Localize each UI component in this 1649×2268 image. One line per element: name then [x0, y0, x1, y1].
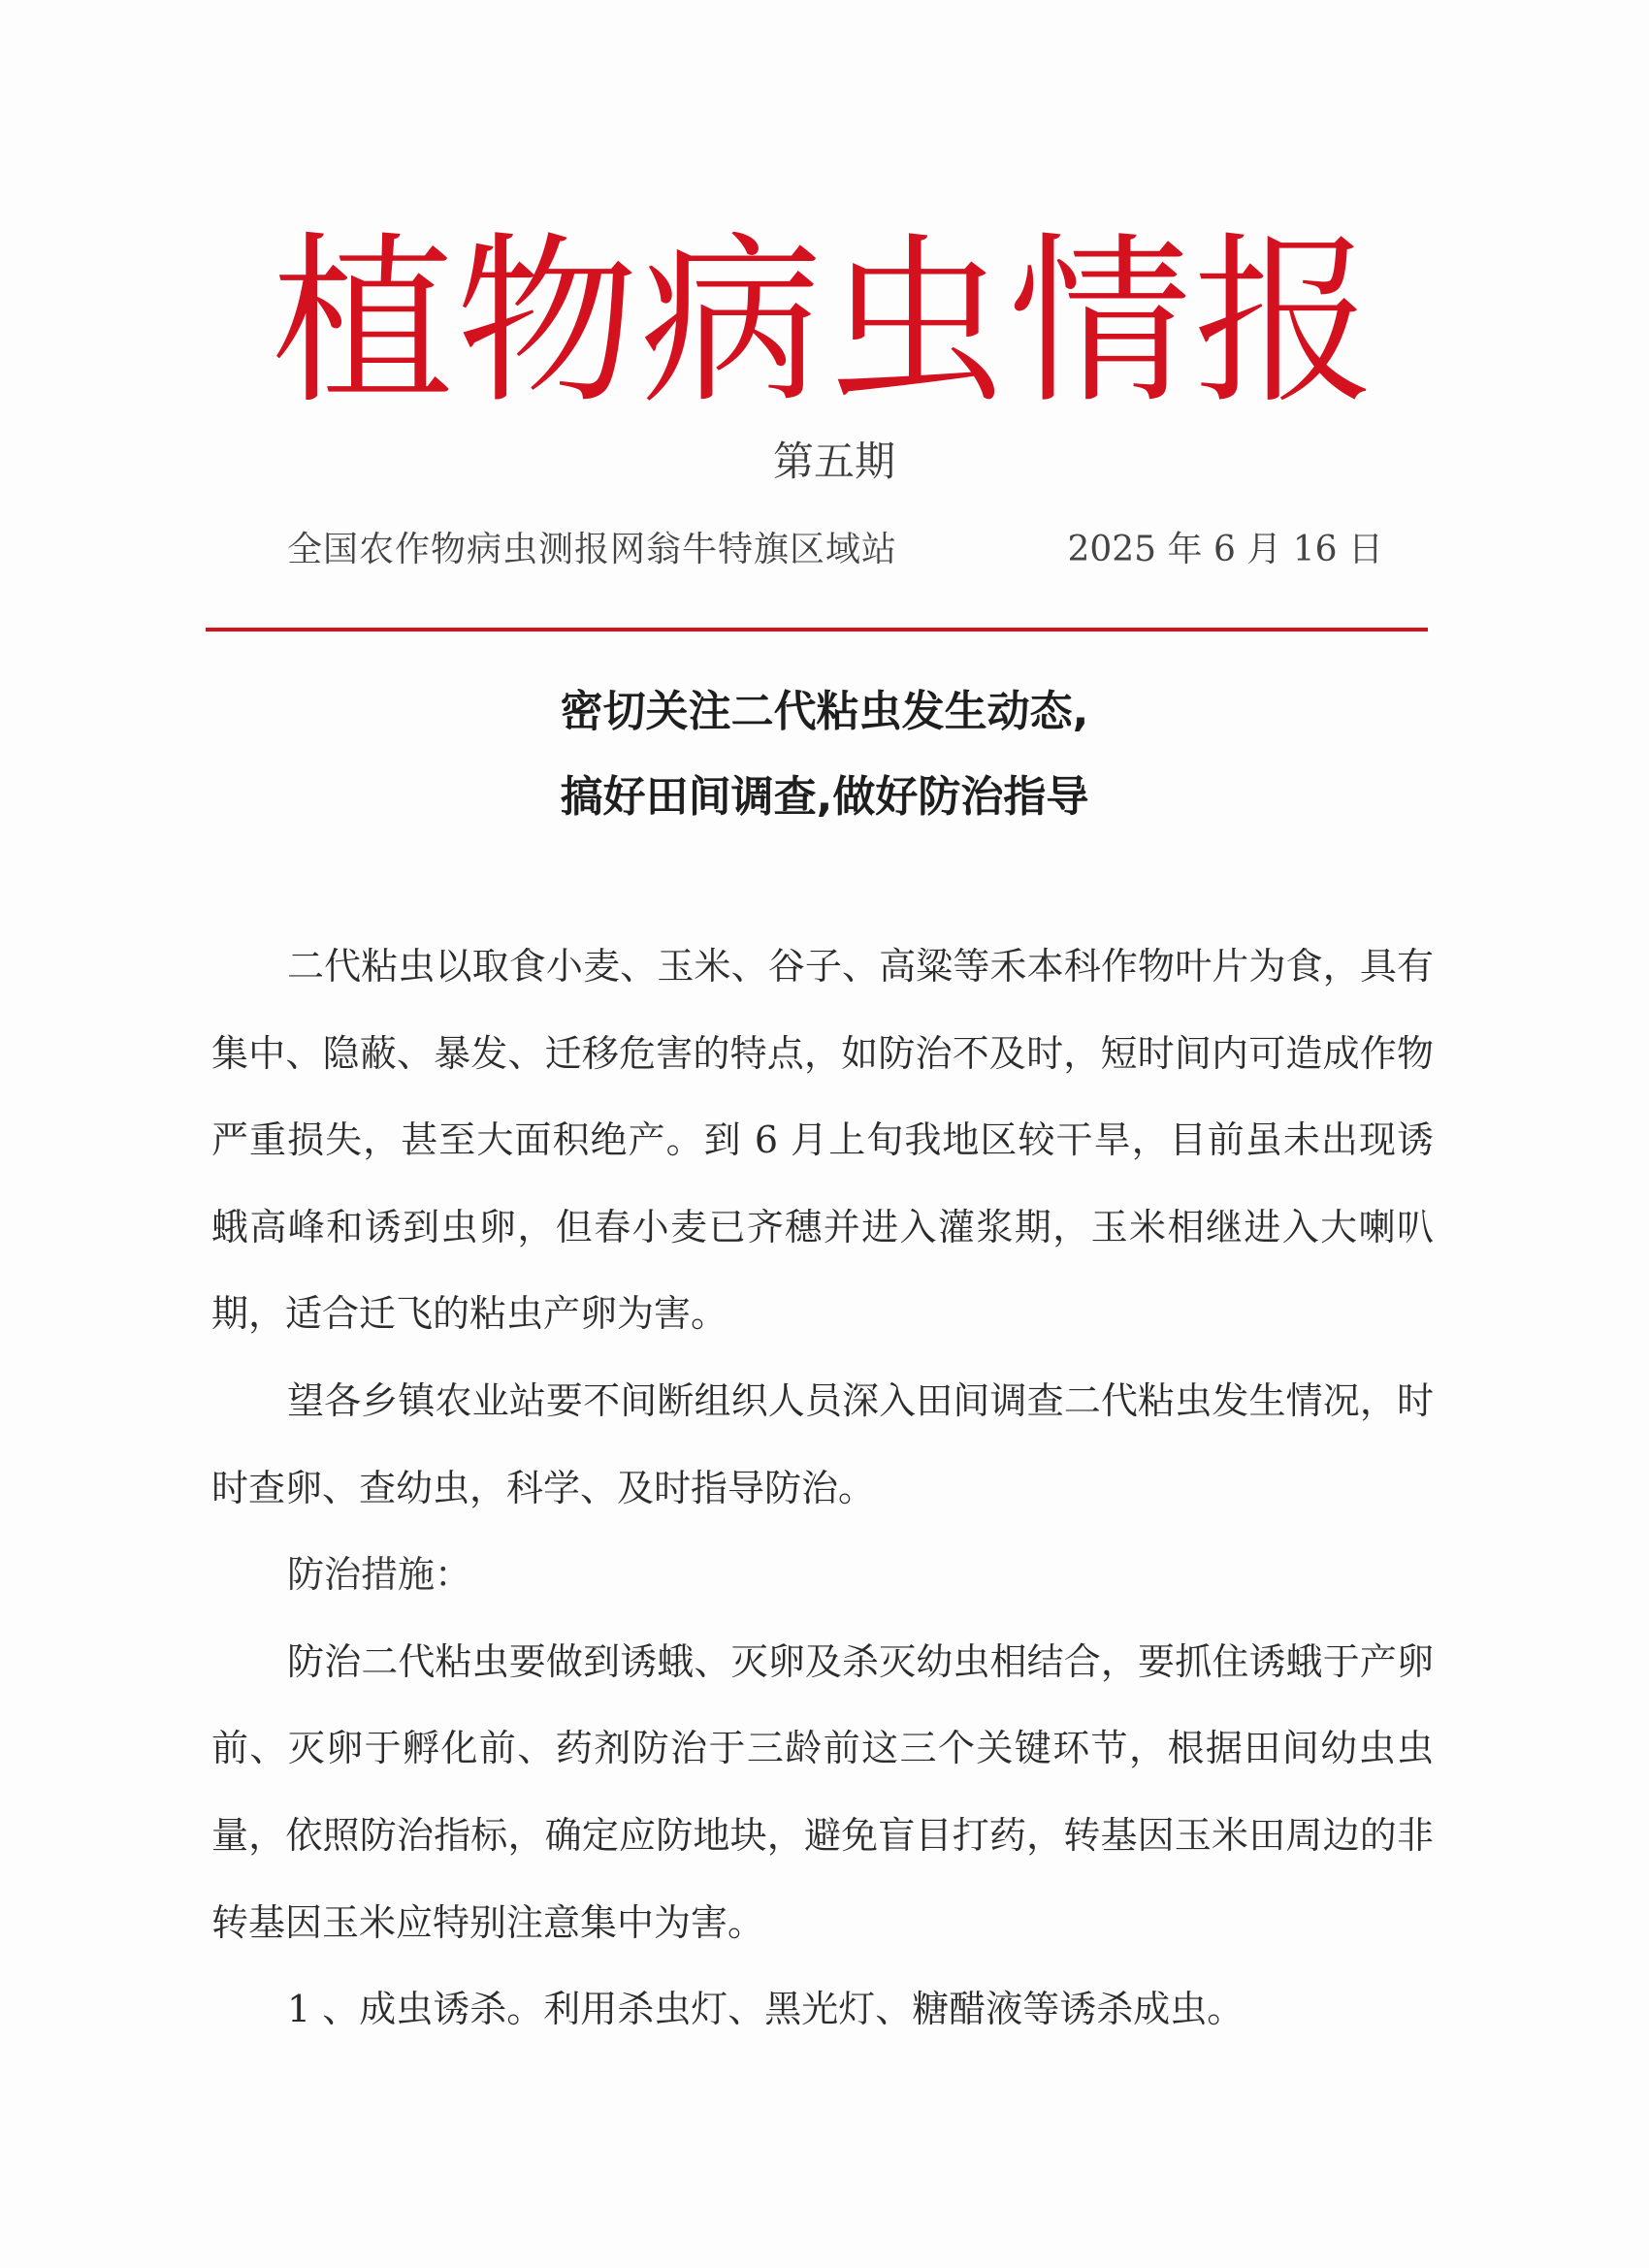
body-paragraph: 二代粘虫以取食小麦、玉米、谷子、高粱等禾本科作物叶片为食，具有集中、隐蔽、暴发、迁移危害的特点，如防治不及时，短时间内可造成作物严重损失，甚至大面积绝产。到 6 月上旬我地区较干旱，目前虽未出现诱蛾高峰和诱到虫卵，但春小麦已齐穗并进入灌浆期，玉米相继进入大喇叭期，适合迁飞的粘虫产卵为害。: [211, 945, 1434, 1336]
body-paragraph: 望各乡镇农业站要不间断组织人员深入田间调查二代粘虫发生情况，时时查卵、查幼虫，科学、及时指导防治。: [211, 1378, 1434, 1509]
measures-heading: 防治措施：: [287, 1553, 472, 1597]
article-headline-line-1: 密切关注二代粘虫发生动态,: [560, 687, 1089, 736]
article-body: [211, 923, 1434, 2054]
masthead-title: 植物病虫情报: [272, 216, 1377, 429]
article-headline-line-2: 搞好田间调查,做好防治指导: [560, 772, 1089, 822]
issuer-line: [287, 526, 1383, 574]
issuing-organization: 全国农作物病虫测报网翁牛特旗区域站: [287, 530, 898, 569]
issue-date: 2025 年 6 月 16 日: [1067, 530, 1383, 569]
measure-item: 1 、成虫诱杀。利用杀虫灯、黑光灯、糖醋液等诱杀成虫。: [287, 1988, 1245, 2031]
body-paragraph: 防治二代粘虫要做到诱蛾、灭卵及杀灭幼虫相结合，要抓住诱蛾于产卵前、灭卵于孵化前、药剂防治于三龄前这三个关键环节，根据田间幼虫虫量，依照防治指标，确定应防地块，避免盲目打药，转基因玉米田周边的非转基因玉米应特别注意集中为害。: [211, 1639, 1434, 1944]
masthead-divider: [206, 628, 1428, 632]
issue-number: 第五期: [772, 437, 895, 485]
